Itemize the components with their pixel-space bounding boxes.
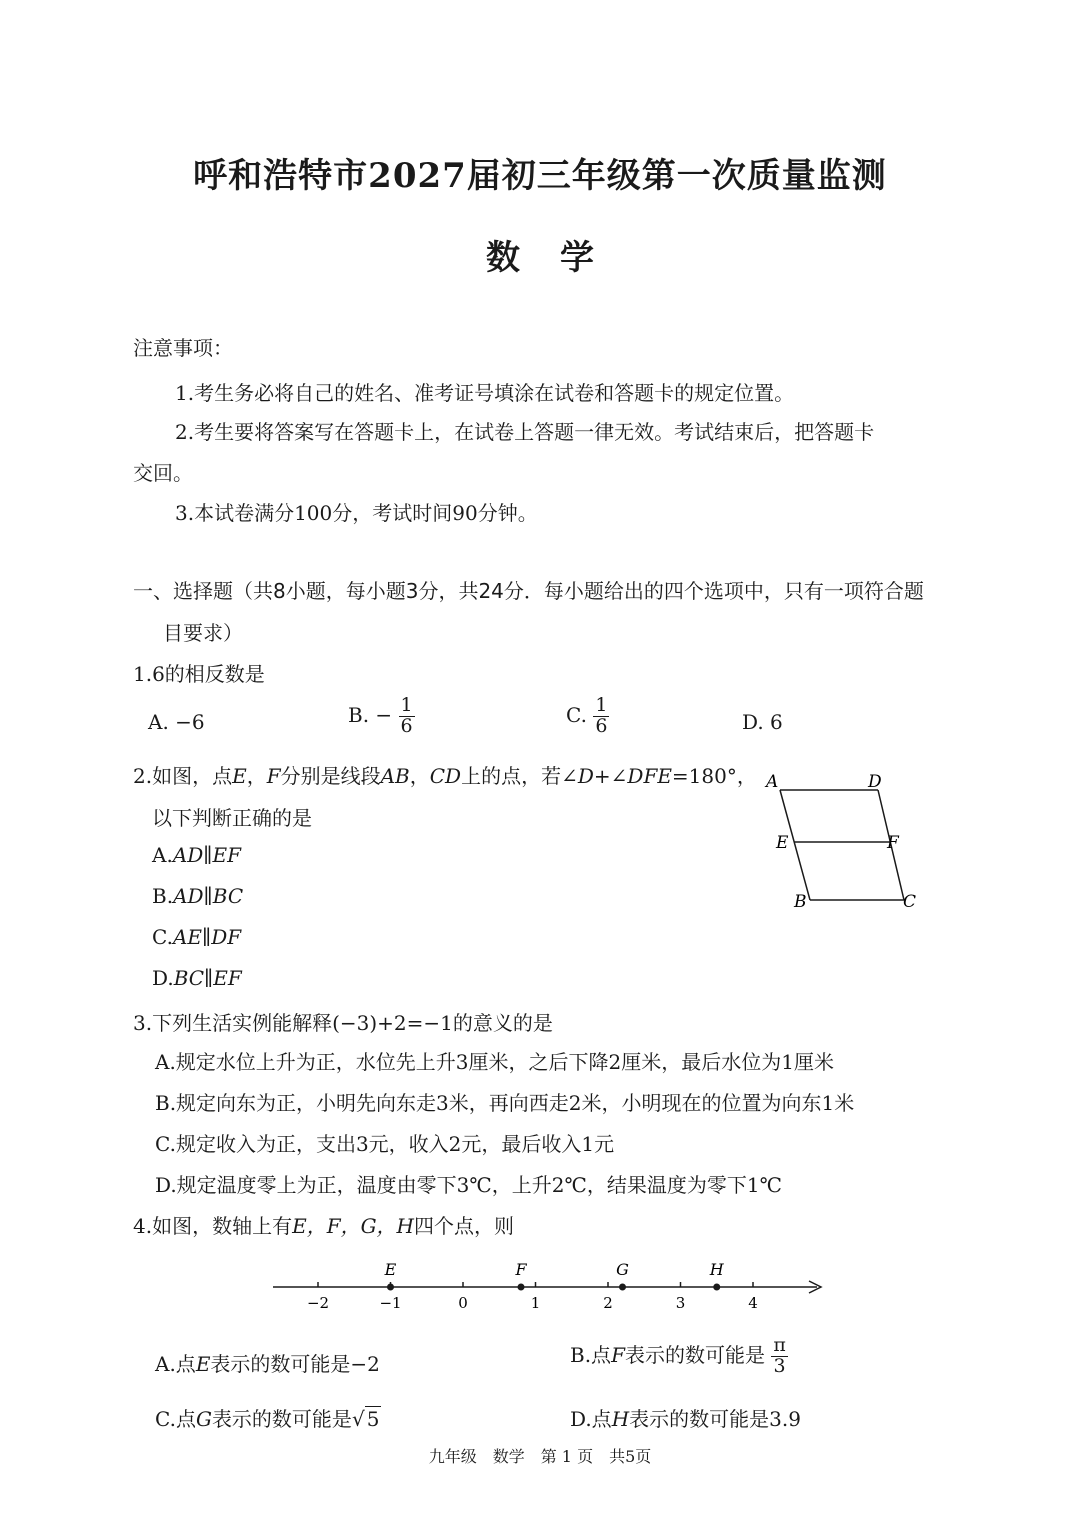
- q2-comma2: ，: [409, 764, 430, 788]
- label-c: C: [903, 892, 917, 912]
- number-line-point-label-g: G: [616, 1260, 629, 1279]
- number-line-point-e: [387, 1284, 394, 1291]
- q4-option-d: [570, 1403, 801, 1432]
- q2-option-d-prefix: D.: [152, 966, 174, 990]
- q2-var-f: F: [266, 764, 281, 788]
- q4-option-a-var: E: [195, 1352, 211, 1376]
- q4-option-b-numerator: π: [773, 1334, 786, 1356]
- q4-stem: [133, 1210, 514, 1239]
- q2-option-c: [152, 925, 241, 949]
- q1-option-b-numerator: 1: [400, 694, 413, 716]
- q4-option-d-part1: D.点: [570, 1407, 612, 1431]
- q1-option-c-numerator: 1: [595, 694, 608, 716]
- exam-title: 呼和浩特市2027届初三年级第一次质量监测: [193, 156, 887, 196]
- q4-option-b-denominator: 3: [773, 1354, 786, 1377]
- q1-option-b-fraction: [399, 696, 415, 737]
- label-b: B: [794, 892, 807, 912]
- notice-heading: 注意事项：: [133, 336, 233, 360]
- number-line-tick-label: 0: [458, 1294, 468, 1312]
- q2-var-d: D: [577, 764, 594, 788]
- label-a: A: [766, 772, 779, 792]
- sqrt-radical-icon: √: [351, 1407, 365, 1431]
- q4-stem-vars: E，F，G，H: [292, 1214, 414, 1238]
- q4-option-b-var: F: [611, 1342, 625, 1367]
- q2-var-dfe: DFE: [627, 764, 672, 788]
- q3-option-c: C.规定收入为正，支出3元，收入2元，最后收入1元: [155, 1132, 615, 1156]
- number-line-point-label-f: F: [515, 1260, 527, 1279]
- q4-option-c-part1: C.点: [155, 1407, 196, 1431]
- page-footer: 九年级 数学 第 1 页 共5页: [428, 1447, 652, 1466]
- q1-option-c-fraction: [593, 696, 609, 737]
- q4-option-d-part2: 表示的数可能是3.9: [629, 1407, 801, 1431]
- number-line-tick-label: 2: [603, 1294, 613, 1312]
- q3-option-a: A.规定水位上升为正，水位先上升3厘米，之后下降2厘米，最后水位为1厘米: [155, 1050, 834, 1074]
- q4-option-b: [570, 1336, 788, 1377]
- number-line-tick-label: 1: [530, 1294, 541, 1312]
- q4-stem-part1: 4.如图，数轴上有: [133, 1214, 293, 1238]
- q1-option-a: A. −6: [148, 710, 205, 734]
- notice-item-1: 1.考生务必将自己的姓名、准考证号填涂在试卷和答题卡的规定位置。: [175, 381, 795, 405]
- notice-item-3: 3.本试卷满分100分，考试时间90分钟。: [175, 501, 538, 525]
- q2-option-a-prefix: A.: [152, 843, 173, 867]
- label-e: E: [776, 833, 789, 853]
- q2-stem-part3: 上的点，若∠: [461, 764, 578, 788]
- section-1-heading-line1: 一、选择题（共8小题，每小题3分，共24分．每小题给出的四个选项中，只有一项符合题: [133, 579, 924, 603]
- label-f: F: [887, 833, 899, 853]
- q2-var-e: E: [232, 764, 247, 788]
- q4-option-b-part2: 表示的数可能是: [624, 1342, 765, 1367]
- q4-option-a: [155, 1348, 380, 1377]
- q2-option-a-text: AD∥EF: [172, 843, 242, 867]
- number-line-point-label-e: E: [384, 1260, 397, 1279]
- q4-option-c-part2: 表示的数可能是: [211, 1407, 352, 1431]
- q4-option-b-fraction: [771, 1336, 788, 1377]
- q2-var-cd: CD: [429, 764, 462, 788]
- q2-stem-line2: 以下判断正确的是: [152, 806, 312, 830]
- q4-option-c-var: G: [195, 1407, 212, 1431]
- number-line-tick-label: 4: [748, 1294, 758, 1312]
- q2-option-c-prefix: C.: [152, 925, 173, 949]
- q2-stem-part4: +∠: [593, 764, 628, 788]
- notice-item-2-line1: 2.考生要将答案写在答题卡上，在试卷上答题一律无效。考试结束后，把答题卡: [175, 420, 875, 444]
- number-line-point-h: [713, 1284, 720, 1291]
- q2-option-d-text: BC∥EF: [173, 966, 242, 990]
- q2-option-c-text: AE∥DF: [172, 925, 242, 949]
- q2-var-ab: AB: [380, 764, 410, 788]
- q4-option-c-sqrt: [352, 1407, 381, 1431]
- q2-option-b-text: AD∥BC: [173, 884, 244, 908]
- number-line-point-label-h: H: [709, 1260, 724, 1279]
- subject-title: 数学: [486, 238, 634, 278]
- label-d: D: [868, 772, 882, 792]
- number-line-point-g: [619, 1284, 626, 1291]
- number-line-point-f: [518, 1284, 525, 1291]
- q2-option-b: [152, 884, 243, 908]
- q2-stem-line1: [133, 760, 757, 789]
- q2-stem-part2: 分别是线段: [280, 764, 381, 788]
- q1-option-c-denominator: 6: [595, 714, 608, 737]
- number-line-tick-label: −1: [379, 1294, 402, 1312]
- q2-option-d: [152, 966, 242, 990]
- q1-option-b-denominator: 6: [400, 714, 413, 737]
- q2-option-b-prefix: B.: [152, 884, 174, 908]
- q1-stem: 1.6的相反数是: [133, 662, 265, 686]
- q4-option-d-var: H: [611, 1407, 630, 1431]
- q4-option-a-part1: A.点: [155, 1352, 196, 1376]
- q1-option-c-prefix: C.: [566, 702, 587, 727]
- number-line-tick-label: 3: [675, 1294, 686, 1312]
- q2-comma1: ，: [246, 764, 267, 788]
- q4-option-b-part1: B.点: [570, 1342, 612, 1367]
- section-1-heading-line2: 目要求）: [163, 621, 243, 645]
- q1-option-b-prefix: B. −: [348, 702, 393, 727]
- q2-stem-part5: =180°，: [671, 764, 757, 788]
- q1-option-d: D. 6: [742, 710, 783, 734]
- q3-option-b: B.规定向东为正，小明先向东走3米，再向西走2米，小明现在的位置为向东1米: [155, 1091, 855, 1115]
- q1-option-c: [566, 696, 609, 737]
- q4-stem-part2: 四个点，则: [414, 1214, 514, 1238]
- q4-option-c-radicand: 5: [366, 1407, 380, 1431]
- q2-option-a: [152, 843, 241, 867]
- number-line-tick-label: −2: [306, 1294, 330, 1312]
- q2-stem-part1: 2.如图，点: [133, 764, 233, 788]
- q1-option-b: [348, 696, 415, 737]
- q4-number-line: [265, 1255, 835, 1315]
- q3-stem: 3.下列生活实例能解释(−3)+2=−1的意义的是: [133, 1011, 553, 1035]
- q3-option-d: D.规定温度零上为正，温度由零下3℃，上升2℃，结果温度为零下1℃: [155, 1173, 782, 1197]
- q2-parallelogram-figure: [760, 765, 930, 915]
- q4-option-c: [155, 1403, 381, 1432]
- notice-item-2-line2: 交回。: [133, 461, 193, 485]
- q4-option-a-part2: 表示的数可能是−2: [210, 1352, 380, 1376]
